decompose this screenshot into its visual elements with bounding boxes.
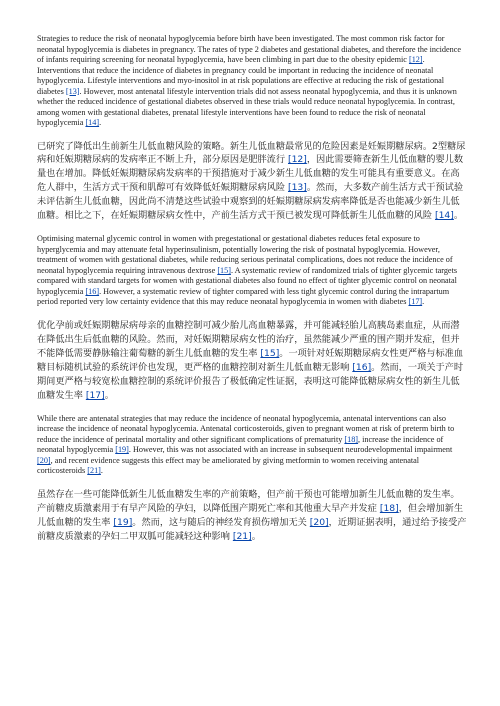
citation-link[interactable]: [19] [113, 516, 133, 528]
paragraph-text: ，但会增加新生儿低血糖的发生率 [37, 502, 464, 528]
citation-link[interactable]: [13] [65, 86, 80, 96]
paragraph-text: 。 [104, 389, 114, 401]
paragraph-text: . [99, 118, 102, 127]
citation-link[interactable]: [12] [287, 154, 307, 166]
citation-link[interactable]: [19] [115, 445, 129, 455]
citation-link[interactable]: [20] [309, 516, 329, 528]
paragraph-text: , and recent evidence suggests this effect may be ameliorated by giving metformin to women receiving antenatal corticosteroids [37, 455, 420, 476]
citation-link[interactable]: [16] [352, 361, 372, 373]
paragraph-text: . [100, 466, 103, 476]
citation-link[interactable]: [18] [344, 434, 359, 444]
paragraph-text: 已研究了降低出生前新生儿低血糖风险的策略。新生儿低血糖最常见的危险因素是妊娠期糖尿病。2型糖尿病和妊娠期糖尿病的发病率正不断上升，部分原因是肥胖流行 [37, 140, 466, 166]
paragraph-text: . A systematic review of randomized trials of tighter glycemic targets compared with standard targets for women with gestational diabetes also found no effect of tighter glycemic control on neonatal hypoglycemia [37, 265, 458, 296]
citation-link[interactable]: [14] [85, 118, 100, 127]
citation-link[interactable]: [18] [379, 502, 399, 514]
citation-link[interactable]: [16] [85, 286, 100, 296]
english-paragraph-4 [37, 414, 467, 477]
paragraph-text: While there are antenatal strategies that may reduce the incidence of neonatal hypoglycemia, antenatal interventions can also increase the incidence of neonatal hypoglycemia. Antenatal corticosteroids, given to pregnant women at risk of preterm birth to reduce the incidence of perinatal mortality and other significant complications of prematurity [37, 413, 455, 444]
paragraph-text: . However, most antenatal lifestyle intervention trials did not assess neonatal hypoglycemia, and thus it is unknown whether the reduced incidence of gestational diabetes observed in these trials would reduce neonatal hypoglycemia. In contrast, among women with gestational diabetes, prenatal lifestyle interventions have been found to reduce the risk of neonatal hypoglycemia [37, 86, 457, 127]
paragraph-text: 虽然存在一些可能降低新生儿低血糖发生率的产前策略，但产前干预也可能增加新生儿低血糖的发生率。产前糖皮质激素用于有早产风险的孕妇，以降低围产期死亡率和其他重大早产并发症 [37, 488, 460, 514]
citation-link[interactable]: [21] [87, 466, 101, 476]
paragraph-text: Optimising maternal glycemic control in women with pregestational or gestational diabetes reduces fetal exposure to hyperglycemia and may attenuate fetal hyperinsulinism, potentially lowering the risk of postnatal hypoglycemia. However, treatment of women with gestational diabetes, while reducing serious perinatal complications, does not reduce the incidence of neonatal hypoglycemia requiring intravenous dextrose [37, 234, 453, 275]
paragraph-text: 优化孕前或妊娠期糖尿病母亲的血糖控制可减少胎儿高血糖暴露，并可能减轻胎儿高胰岛素血症，从而潜在降低出生后低血糖的风险。然而，对妊娠期糖尿病女性的治疗，虽然能减少严重的围产期并发症，但并不能降低需要静脉输注葡萄糖的新生儿低血糖的发生率 [37, 319, 460, 359]
citation-link[interactable]: [15] [217, 265, 231, 275]
chinese-paragraph-3 [37, 319, 467, 403]
paragraph-text: 。一项针对妊娠期糖尿病女性更严格与标准血糖目标随机试验的系统评价也发现，更严格的血糖控制对新生儿低血糖无影响 [37, 347, 464, 373]
citation-link[interactable]: [15] [260, 347, 280, 359]
paragraph-text: 。然而，大多数产前生活方式干预试验未评估新生儿低血糖，因此尚不清楚这些试验中观察到的妊娠期糖尿病发病率降低是否也能减少新生儿低血糖。相比之下，在妊娠期糖尿病女性中，产前生活方式干预已被发现可降低新生儿低血糖的风险 [37, 182, 464, 222]
citation-link[interactable]: [12] [408, 55, 423, 64]
citation-link[interactable]: [17] [85, 389, 105, 401]
article-body [37, 34, 467, 555]
citation-link[interactable]: [21] [232, 530, 252, 542]
paragraph-text: ，近期证据表明，通过给予接受产前糖皮质激素的孕妇二甲双胍可能减轻这种影响 [37, 516, 467, 542]
citation-link[interactable]: [20] [37, 455, 51, 465]
paragraph-text: . However, this was not associated with an increase in subsequent neurodevelopmental impairment [128, 445, 453, 455]
paragraph-text: 。然而，这与随后的神经发育损伤增加无关 [132, 516, 310, 528]
paragraph-text: , increase the incidence of neonatal hypoglycemia [37, 434, 444, 455]
citation-link[interactable]: [14] [434, 210, 454, 222]
english-paragraph-0 [37, 34, 467, 129]
paragraph-text: 。 [453, 210, 464, 222]
paragraph-text: 。然而，一项关于产时期间更严格与较宽松血糖控制的系统评价报告了极低确定性证据，表明这可能降低糖尿病女性的新生儿低血糖发生率 [37, 361, 464, 401]
english-paragraph-2 [37, 234, 467, 308]
paragraph-text: 。 [251, 530, 261, 542]
paragraph-text: . However, a systematic review of tighter compared with less tight glycemic control during the intrapartum period reported very low certainty evidence that this may reduce neonatal hypoglycemia in women with diabetes [37, 286, 450, 307]
citation-link[interactable]: [13] [287, 182, 307, 194]
citation-link[interactable]: [17] [408, 297, 423, 307]
paragraph-text: Strategies to reduce the risk of neonatal hypoglycemia before birth have been investigated. The most common risk factor for neonatal hypoglycemia is diabetes in pregnancy. The rates of type 2 diabetes and gestational diabetes, and therefore the incidence of infants requiring screening for neonatal hypoglycemia, have been climbing in part due to the obesity epidemic [37, 34, 461, 64]
chinese-paragraph-5 [37, 488, 467, 544]
paragraph-text: . [422, 297, 425, 307]
paragraph-text: . Interventions that reduce the incidence of diabetes in pregnancy could be important in reducing the incidence of neonatal hypoglycemia. Lifestyle interventions and myo-inositol in at risk populations are effective at reducing the risk of gestational diabetes [37, 55, 445, 96]
paragraph-text: ，因此需要筛查新生儿低血糖的婴儿数量也在增加。降低妊娠期糖尿病发病率的干预措施对于减少新生儿低血糖的发生可能具有重要意义。在高危人群中，生活方式干预和肌醇可有效降低妊娠期糖尿病风险 [37, 154, 464, 194]
chinese-paragraph-1 [37, 140, 467, 224]
